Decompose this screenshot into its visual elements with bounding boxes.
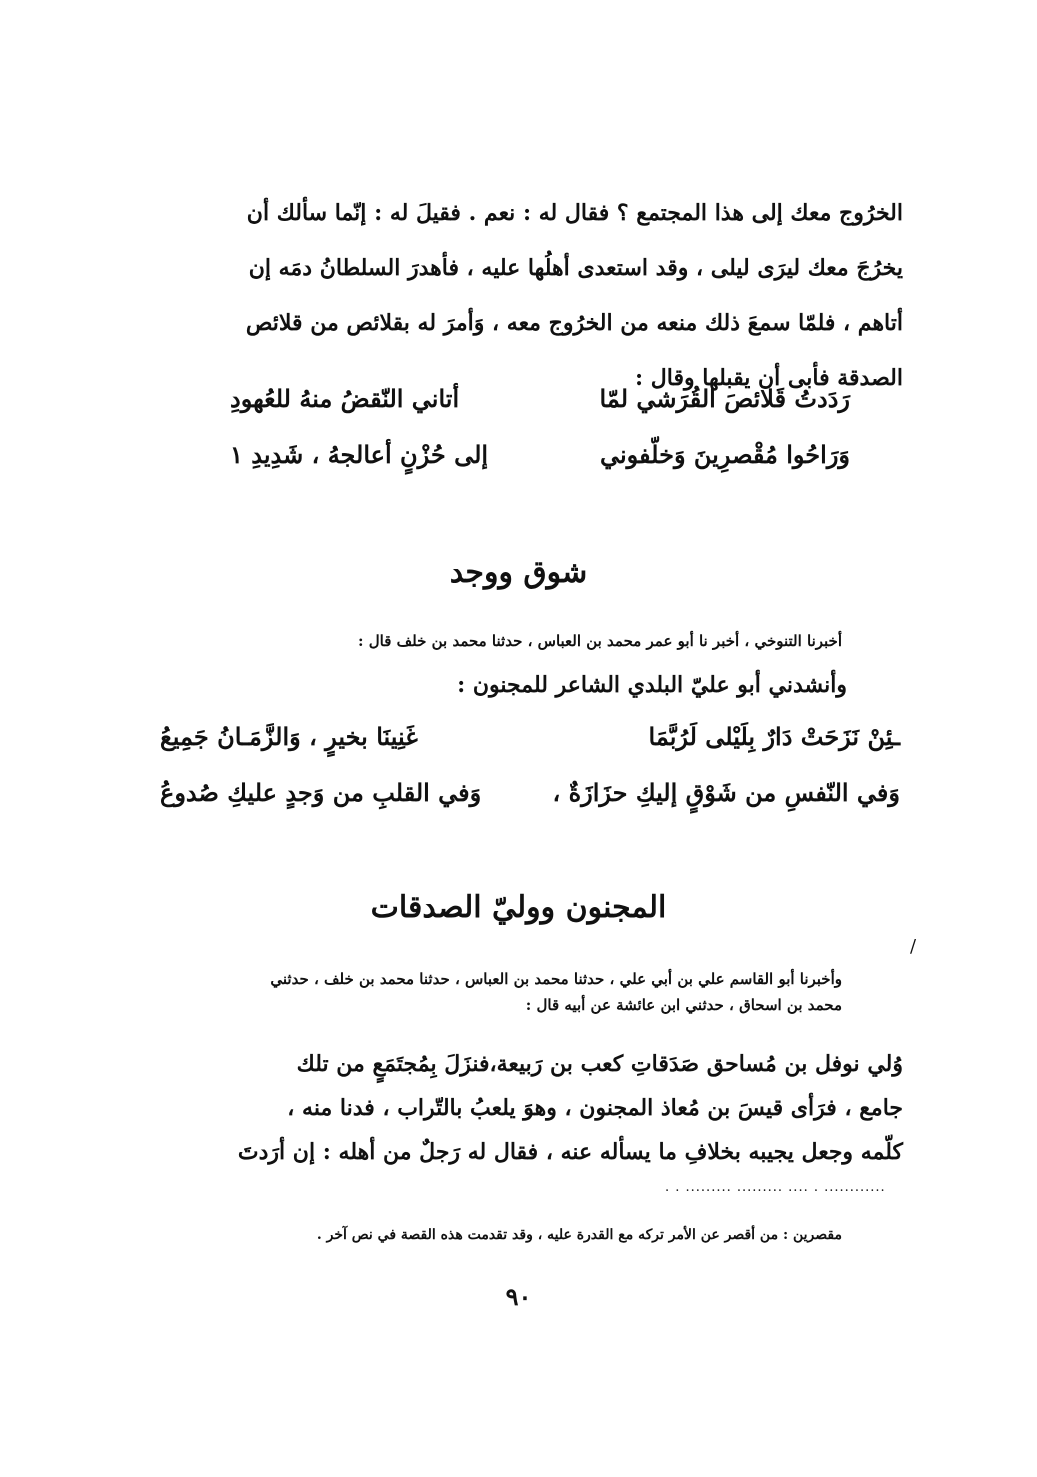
text-line: الخرُوج معك إلى هذا المجتمع ؟ فقال له : نعم . فقيلَ له : إنّما سألك أن <box>246 200 903 226</box>
text-line: وُلي نوفل بن مُساحق صَدَقاتِ كعب بن رَبيعة،فنزَلَ بِمُجتَمَعٍ من تلك <box>296 1051 903 1077</box>
footnote-line: مقصرين : من أقصر عن الأمر تركه مع القدرة عليه ، وقد تقدمت هذه القصة في نص آخر . <box>316 1227 842 1243</box>
section-title: شوق ووجد <box>449 555 588 590</box>
paragraph-bottom <box>168 1042 903 1174</box>
poem-verse <box>160 778 900 818</box>
text-line: كلّمه وجعل يجيبه بخلافِ ما يسأله عنه ، فقال له رَجلٌ من أهله : إن أرَدتَ <box>237 1139 903 1165</box>
isnad-line: وأخبرنا أبو القاسم علي بن أبي علي ، حدثنا محمد بن العباس ، حدثنا محمد بن خلف ، حدثني <box>270 970 842 988</box>
poem-verse <box>160 722 900 762</box>
section-title: المجنون ووليّ الصدقات <box>370 890 667 925</box>
text-line: أتاهم ، فلمّا سمعَ ذلك منعه من الخرُوج معه ، وَأمرَ له بقلائص من قلائص <box>245 310 903 336</box>
page-number: ٩٠ <box>505 1282 532 1311</box>
footnote <box>182 1222 842 1248</box>
hemistich-first: ـئِنْ نَزَحَتْ دَارٌ بِلَيْلى لَرُبَّمَا <box>648 722 900 751</box>
hemistich-first: وَفي النّفسِ من شَوْقٍ إليكِ حزَازَةٌ ، <box>552 778 900 807</box>
isnad-block <box>142 966 842 1018</box>
poem-intro: وأنشدني أبو عليّ البلدي الشاعر للمجنون : <box>457 672 847 698</box>
poem-verse <box>230 440 850 480</box>
footnote-separator: . . ......... ......... .... . ............ <box>665 1180 886 1195</box>
hemistich-second: غَنِينَا بخيرٍ ، وَالزَّمَـانُ جَمِيعُ <box>160 722 418 751</box>
text-line: يخرُجَ معك ليرَى ليلى ، وقد استعدى أهلُها عليه ، فأهدرَ السلطانُ دمَه إن <box>248 255 903 281</box>
hemistich-second: وَفي القلبِ من وَجدٍ عليكِ صُدوعُ <box>160 778 482 807</box>
hemistich-first: رَدَدتُ قَلائصَ القُرَشي لمّا <box>599 384 850 413</box>
isnad-line: محمد بن اسحاق ، حدثني ابن عائشة عن أبيه قال : <box>525 996 842 1014</box>
margin-mark: / <box>910 936 917 957</box>
text-line: الصدقة فأبى أن يقبلها وقال : <box>635 365 903 391</box>
isnad-line: أخبرنا التنوخي ، أخبر نا أبو عمر محمد بن العباس ، حدثنا محمد بن خلف قال : <box>358 632 842 650</box>
hemistich-second: إلى حُزْنٍ أعالجهُ ، شَدِيدِ ١ <box>230 440 489 469</box>
hemistich-first: وَرَاحُوا مُقْصرِينَ وَخلّفوني <box>599 440 850 469</box>
text-line: جامع ، فرَأى قيسَ بن مُعاذ المجنون ، وهوَ يلعبُ بالتّراب ، فدنا منه ، <box>287 1095 903 1121</box>
hemistich-second: أتاني النّقضُ منهُ للعُهودِ <box>230 384 460 413</box>
poem-verse <box>230 384 850 424</box>
paragraph-top <box>168 186 903 406</box>
